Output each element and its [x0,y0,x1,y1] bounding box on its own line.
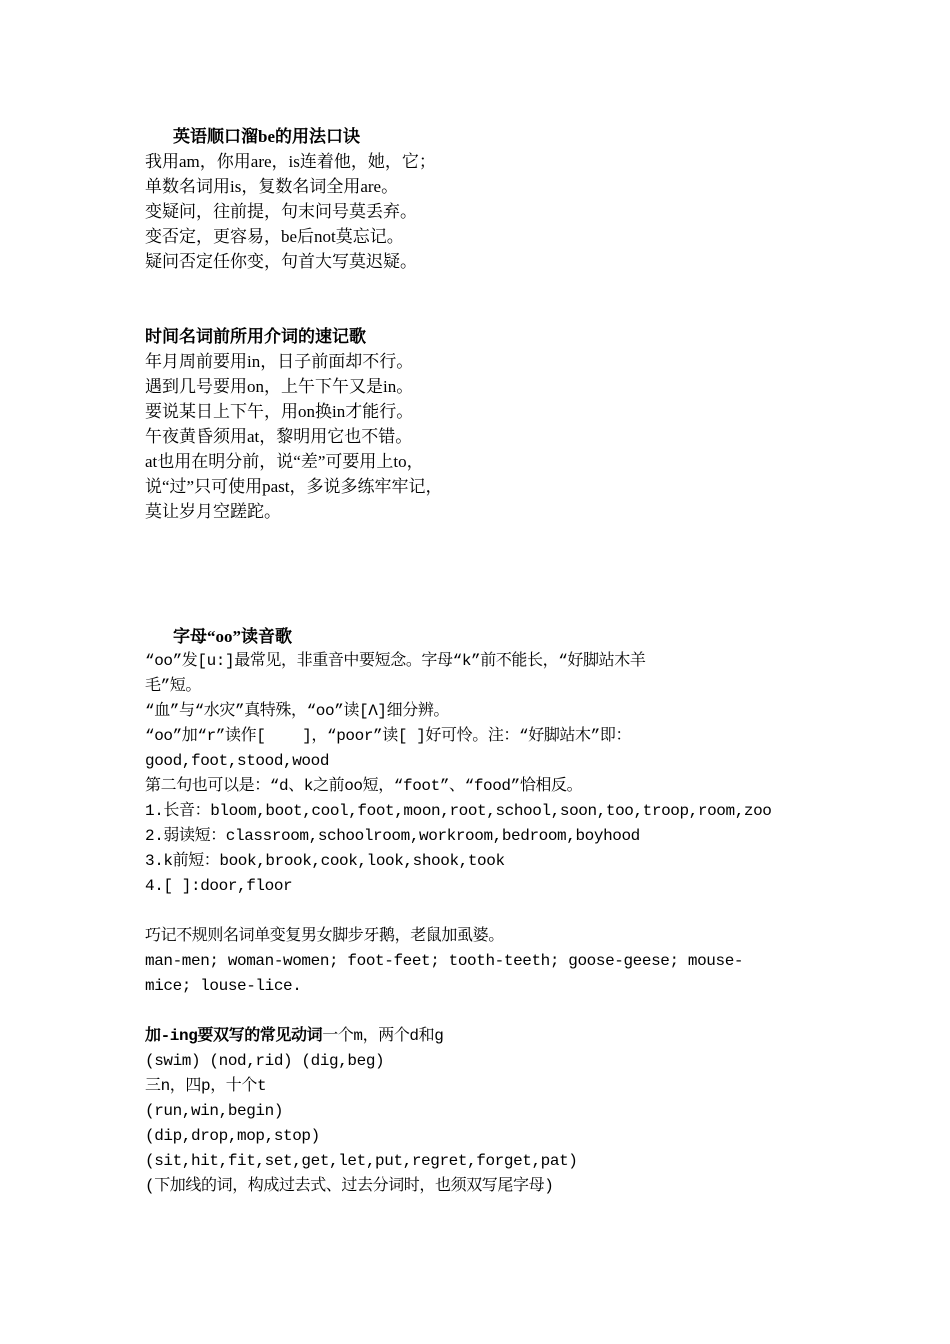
section1-line-1: 我用am，你用are，is连着他，她，它； [145,152,436,171]
section5-title-rest: 一个m，两个d和g [322,1027,444,1045]
section5-line-1: (swim) (nod,rid) (dig,beg) [145,1052,385,1070]
section3-line-4: “oo”加“r”读作[ ]，“poor”读[ ]好可怜。注：“好脚站木”即： [145,727,632,745]
section1-line-3: 变疑问，往前提，句末问号莫丢弃。 [145,202,417,221]
section2-line-4: 午夜黄昏须用at，黎明用它也不错。 [145,427,413,446]
section2-line-2: 遇到几号要用on，上午下午又是in。 [145,377,414,396]
section3-line-8: 2.弱读短：classroom,schoolroom,workroom,bedroom,boyhood [145,827,640,845]
section3-line-10: 4.[ ]:door,floor [145,877,293,895]
section3-title: 字母“oo”读音歌 [173,627,292,646]
section5-line-6: (下加线的词，构成过去式、过去分词时，也须双写尾字母) [145,1177,554,1195]
section5-line-4: (dip,drop,mop,stop) [145,1127,320,1145]
section1-line-5: 疑问否定任你变，句首大写莫迟疑。 [145,252,417,271]
spacer [145,274,845,324]
section5-line-3: (run,win,begin) [145,1102,284,1120]
section3-line-1: “oo”发[u:]最常见，非重音中要短念。字母“k”前不能长，“好脚站木羊 [145,652,646,670]
section4-line-2: man-men; woman-women; foot-feet; tooth-teeth; goose-geese; mouse- [145,952,744,970]
section3-line-3: “血”与“水灾”真特殊，“oo”读[Λ]细分辨。 [145,702,450,720]
section2-line-3: 要说某日上下午，用on换in才能行。 [145,402,414,421]
document-page [145,124,845,1199]
section5-line-5: (sit,hit,fit,set,get,let,put,regret,forget,pat) [145,1152,578,1170]
section2-line-6: 说“过”只可使用past，多说多练牢牢记， [145,477,443,496]
spacer [145,524,845,624]
spacer [145,899,845,924]
section5-title [145,1024,845,1049]
section1-title: 英语顺口溜be的用法口诀 [173,127,360,146]
section1-line-2: 单数名词用is，复数名词全用are。 [145,177,399,196]
section4-line-3: mice; louse-lice. [145,977,302,995]
section2-title: 时间名词前所用介词的速记歌 [145,327,366,346]
spacer [145,999,845,1024]
section5-line-2: 三n，四p，十个t [145,1077,267,1095]
section3-line-6: 第二句也可以是：“d、k之前oo短，“foot”、“food”恰相反。 [145,777,583,795]
section3-line-7: 1.长音：bloom,boot,cool,foot,moon,root,school,soon,too,troop,room,zoo [145,802,772,820]
section2-line-5: at也用在明分前，说“差”可要用上to， [145,452,424,471]
section2-line-1: 年月周前要用in，日子前面却不行。 [145,352,414,371]
section3-line-9: 3.k前短：book,brook,cook,look,shook,took [145,852,505,870]
section1-line-4: 变否定，更容易，be后not莫忘记。 [145,227,404,246]
section3-line-2: 毛”短。 [145,677,202,695]
section5-title-bold: 加-ing要双写的常见动词 [145,1027,323,1045]
section4-line-1: 巧记不规则名词单变复男女脚步牙鹅，老鼠加虱婆。 [145,927,504,945]
section2-line-7: 莫让岁月空蹉跎。 [145,502,281,521]
section3-line-5: good,foot,stood,wood [145,752,330,770]
